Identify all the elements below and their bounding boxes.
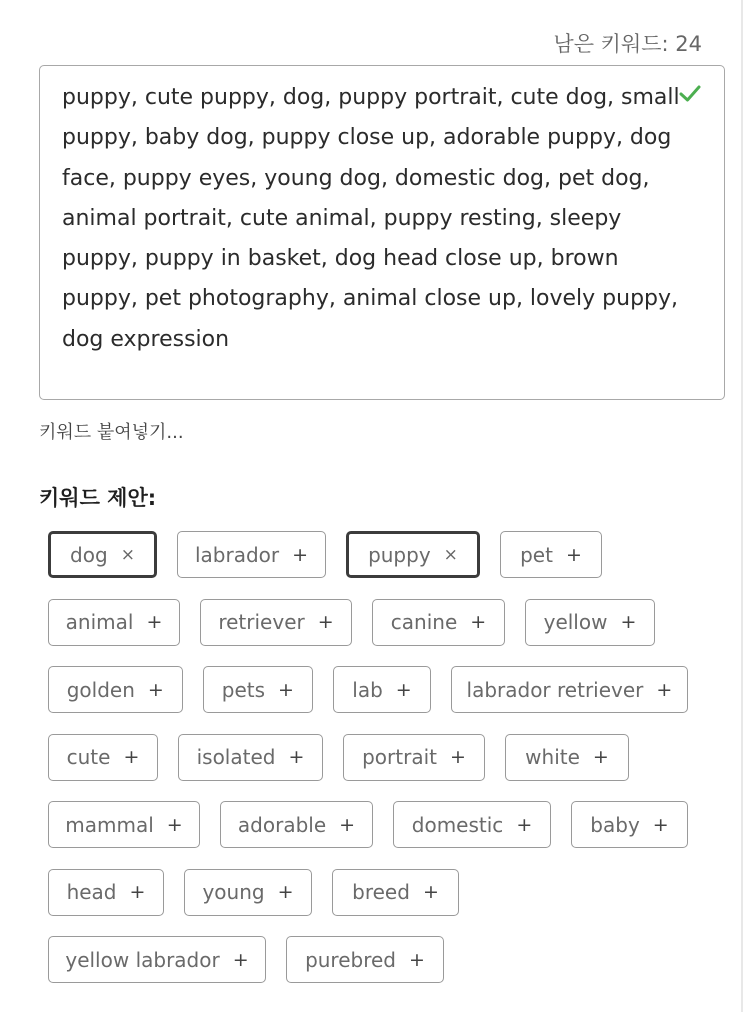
keyword-tag-label: lab	[352, 677, 383, 702]
add-icon: +	[317, 611, 334, 633]
add-icon: +	[422, 881, 439, 903]
keyword-tag-label: retriever	[218, 610, 305, 634]
suggestion-row	[48, 599, 708, 646]
remove-icon: ×	[120, 544, 135, 565]
remove-icon: ×	[443, 544, 458, 565]
keyword-tag-label: purebred	[305, 947, 396, 972]
keyword-tag-label: young	[202, 880, 265, 904]
keyword-tag-label: portrait	[362, 745, 437, 769]
keyword-tag[interactable]	[48, 801, 200, 848]
keyword-tag-label: baby	[590, 812, 640, 837]
suggestion-row	[48, 936, 708, 983]
check-icon	[678, 84, 702, 104]
keyword-tag[interactable]	[48, 599, 180, 646]
add-icon: +	[288, 746, 305, 768]
suggestion-row	[48, 531, 708, 578]
keyword-tag-label: mammal	[65, 812, 154, 837]
keyword-tag-label: pets	[221, 677, 266, 702]
keyword-tag-label: pet	[520, 542, 553, 567]
keyword-tag[interactable]	[220, 801, 373, 848]
keyword-tag[interactable]	[333, 666, 431, 713]
add-icon: +	[146, 611, 163, 633]
suggestion-row	[48, 869, 708, 916]
remaining-keywords-counter: 남은 키워드: 24	[553, 32, 702, 56]
add-icon: +	[656, 678, 673, 701]
keyword-tag-label: dog	[70, 542, 108, 567]
add-icon: +	[652, 813, 669, 836]
paste-keywords-link[interactable]: 키워드 붙여넣기...	[39, 422, 184, 443]
keyword-tag[interactable]	[393, 801, 551, 848]
keyword-tag-label: white	[525, 745, 580, 769]
keyword-tag-label: domestic	[411, 812, 504, 837]
add-icon: +	[470, 611, 487, 633]
keyword-tag-label: breed	[352, 880, 410, 904]
keyword-tag[interactable]	[48, 734, 158, 781]
keywords-textarea[interactable]	[39, 65, 725, 400]
keyword-suggestion-list	[48, 531, 708, 1004]
keyword-tag[interactable]	[525, 599, 655, 646]
keyword-tag-label: labrador	[194, 542, 280, 567]
add-icon: +	[147, 678, 164, 701]
add-icon: +	[516, 813, 533, 836]
keyword-tag[interactable]	[372, 599, 505, 646]
keyword-tag[interactable]	[500, 531, 602, 578]
add-icon: +	[166, 813, 183, 836]
keyword-tag[interactable]	[505, 734, 629, 781]
keyword-tag-label: labrador retriever	[466, 677, 644, 702]
keyword-tag-label: cute	[66, 745, 111, 769]
add-icon: +	[123, 746, 140, 768]
add-icon: +	[129, 881, 146, 903]
add-icon: +	[620, 611, 637, 633]
keyword-tag[interactable]	[203, 666, 314, 713]
keyword-tag[interactable]	[48, 936, 266, 983]
keyword-tag-label: yellow	[543, 610, 608, 634]
keyword-tag[interactable]	[343, 734, 485, 781]
add-icon: +	[292, 543, 309, 566]
keyword-tag-label: golden	[66, 677, 135, 702]
keyword-tag-selected[interactable]	[346, 531, 480, 578]
suggestions-heading: 키워드 제안:	[39, 486, 157, 510]
add-icon: +	[409, 948, 425, 971]
keyword-tag[interactable]	[178, 734, 323, 781]
keyword-tag[interactable]	[48, 869, 164, 916]
keyword-tag[interactable]	[286, 936, 444, 983]
keyword-tag-label: yellow labrador	[65, 947, 220, 972]
keyword-tag[interactable]	[451, 666, 688, 713]
add-icon: +	[232, 948, 249, 971]
suggestion-row	[48, 801, 708, 848]
keyword-tag[interactable]	[177, 531, 326, 578]
add-icon: +	[339, 813, 356, 836]
add-icon: +	[278, 678, 294, 701]
keyword-tag[interactable]	[48, 666, 183, 713]
keyword-tag[interactable]	[571, 801, 688, 848]
keyword-tag[interactable]	[332, 869, 459, 916]
keyword-tag-selected[interactable]	[48, 531, 157, 578]
keyword-tag-label: adorable	[237, 812, 327, 837]
add-icon: +	[277, 881, 294, 903]
add-icon: +	[395, 678, 412, 701]
keyword-tag[interactable]	[200, 599, 352, 646]
keyword-tag-label: head	[66, 880, 117, 904]
keywords-text: puppy, cute puppy, dog, puppy portrait, cute dog, small puppy, baby dog, puppy close up, adorable puppy, dog face, puppy eyes, young dog, domestic dog, pet dog, animal portrait, cute animal, puppy resting, sleepy puppy, puppy in basket, dog head close up, brown puppy, pet photography, animal close up, lovely puppy, dog expression	[62, 85, 680, 352]
keyword-tag-label: animal	[65, 610, 134, 634]
keyword-tag[interactable]	[184, 869, 312, 916]
add-icon: +	[592, 746, 609, 768]
add-icon: +	[565, 543, 582, 566]
keyword-tag-label: canine	[390, 610, 458, 634]
add-icon: +	[449, 746, 466, 768]
keyword-tag-label: puppy	[368, 542, 431, 567]
keyword-tag-label: isolated	[196, 745, 276, 769]
suggestion-row	[48, 666, 708, 713]
suggestion-row	[48, 734, 708, 781]
